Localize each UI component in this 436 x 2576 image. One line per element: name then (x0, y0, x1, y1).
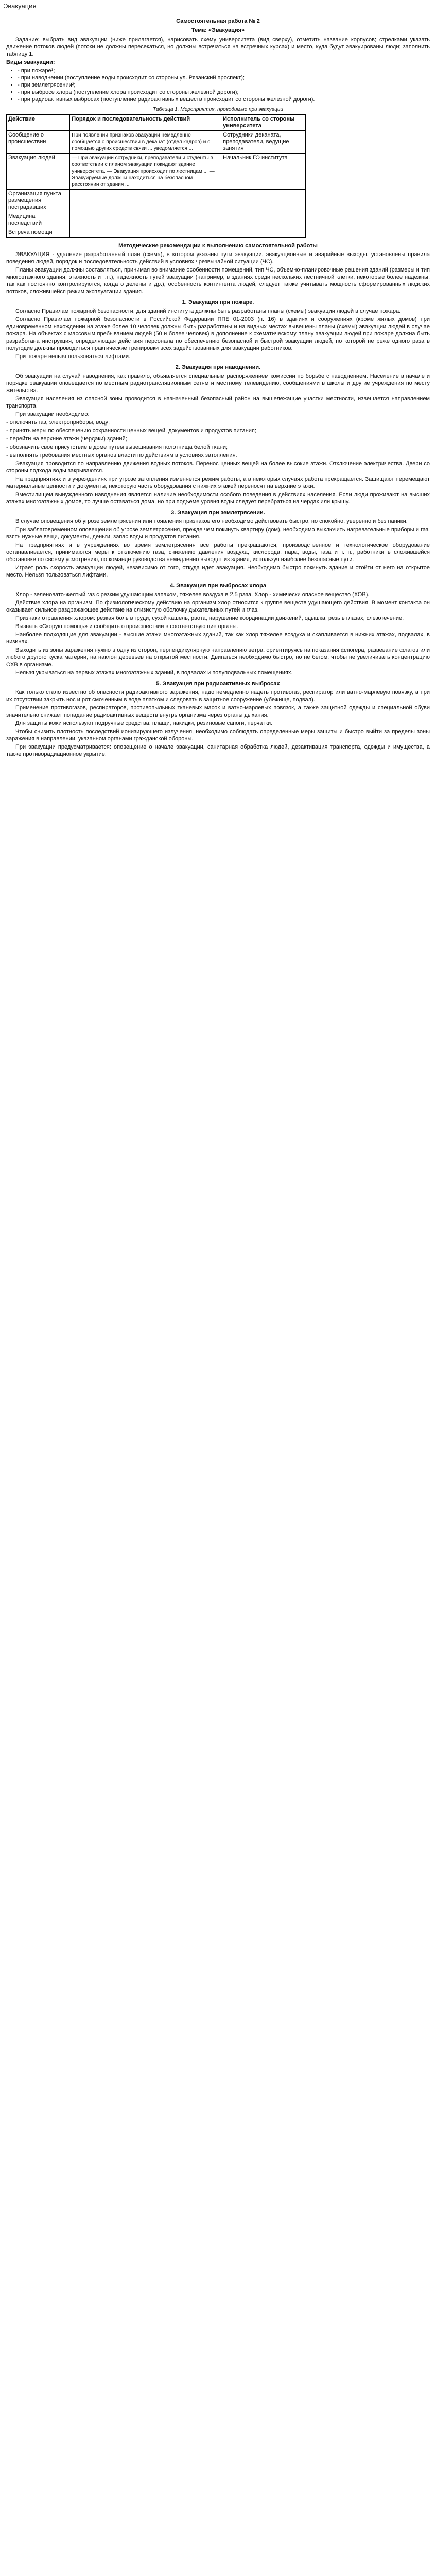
paragraph: Вызвать «Скорую помощь» и сообщить о происшествии в соответствующие органы. (15, 623, 238, 630)
table-cell: — При эвакуации сотрудники, преподаватели и студенты в соответствии с планом эвакуации покидают здание университета. — Эвакуация происходит по лестницам ... — Эвакуируемые должны находиться на безопасном расстоянии от здания ... (70, 154, 221, 190)
paragraph: - отключить газ, электроприборы, воду; (6, 419, 110, 426)
document-body (0, 11, 436, 759)
paragraph: При заблаговременном оповещении об угрозе землетрясения, прежде чем покинуть квартиру (дом), необходимо выключить нагревательные приборы и газ, взять нужные вещи, документы, деньги, запас воды и продуктов питания. (6, 527, 430, 540)
table-caption: Таблица 1. Мероприятия, проводимые при эвакуации (153, 107, 283, 112)
section-title: 3. Эвакуация при землетрясении. (171, 510, 265, 516)
table-cell (221, 190, 306, 212)
table-cell (221, 212, 306, 228)
table-row (7, 154, 306, 190)
table-cell: Встреча помощи (7, 228, 70, 238)
table-cell: Начальник ГО института (221, 154, 306, 190)
table-cell (70, 190, 221, 212)
paragraph: На предприятиях и в учреждениях при угрозе затопления изменяется режим работы, а в некоторых случаях работа прекращается. Защищают перемещают материальные ценности и документы, некоторую часть оборудования с нижних этажей переносят на верхние этажи. (6, 476, 430, 489)
section-title: 5. Эвакуация при радиоактивных выбросах (156, 681, 280, 687)
paragraph: Эвакуация населения из опасной зоны проводится в назначенный безопасный район на вышележащие участки местности, извещается направлением транспорта. (6, 396, 430, 409)
paragraph: При эвакуации необходимо: (15, 411, 90, 417)
paragraph: ЭВАКУАЦИЯ - удаление разработанный план (схема), в котором указаны пути эвакуации, эвакуационные и аварийные выходы, установлены правила поведения людей, порядок и последовательность действий в условиях чрезвычайной ситуации (ЧС). (6, 251, 430, 265)
document-title: Эвакуация (0, 0, 436, 11)
paragraph: - перейти на верхние этажи (чердаки) зданий; (6, 436, 127, 442)
measures-table (6, 114, 306, 238)
paragraph: Для защиты кожи используют подручные средства: плащи, накидки, резиновые сапоги, перчатки. (15, 720, 273, 726)
paragraph: Согласно Правилам пожарной безопасности, для зданий института должны быть разработаны планы (схемы) эвакуации людей в случае пожара. (15, 308, 401, 314)
table-header-cell: Порядок и последовательность действий (70, 115, 221, 131)
paragraph: Планы эвакуации должны составляться, принимая во внимание особенности помещений, тип ЧС, объемно-планировочные решения зданий (размеры и тип многоэтажного здания, этажность и т.п.), надежность путей эвакуации (например, в зданиях среди нескольких лестничной клетки, некоторые более надежны, так как постоянно контролируются, когда отделены и др.), особенность контингента людей, следует также учитывать мощность сформированных людских потоков, сложившейся режим эксплуатации здания. (6, 267, 430, 295)
paragraph: Чтобы снизить плотность последствий ионизирующего излучения, необходимо соблюдать определенные меры защиты и быстро выйти за пределы зоны заражения в направлении, указанном органами гражданской обороны. (6, 728, 430, 742)
table-cell: Сообщение о происшествии (7, 131, 70, 154)
table-header-row (7, 115, 306, 131)
work-title: Самостоятельная работа № 2 (176, 18, 260, 24)
paragraph: Признаки отравления хлором: резкая боль в груди, сухой кашель, рвота, нарушение координации движений, одышка, резь в глазах, слезотечение. (15, 615, 404, 621)
task-text: Задание: выбрать вид эвакуации (ниже прилагается), нарисовать схему университета (вид сверху), отметить название корпусов; стрелками указать движение потоков людей (потоки не должны пересекаться, но должны встречаться на встречных курсах) и место, куда будут эвакуированы люди; заполнить таблицу 1. (6, 37, 430, 57)
table-header-cell: Действие (7, 115, 70, 131)
list-item: • - при землетрясении²; (18, 81, 430, 89)
paragraph: На предприятиях и в учреждениях во время землетрясения все работы прекращаются, производственное и технологическое оборудование останавливается, принимаются меры к отключению газа, снижению давления воздуха, кислорода, пара, воды, газа и т. п., работники в сложившейся обстановке по своему усмотрению, по команде руководства немедленно выходят из здания, используя наиболее безопасные пути. (6, 542, 430, 563)
paragraph: Действие хлора на организм. По физиологическому действию на организм хлор относится к группе веществ удушающего действия. В момент контакта он оказывает сильное раздражающее действие на слизистую оболочку дыхательных путей и глаз. (6, 600, 430, 613)
table-cell: Эвакуация людей (7, 154, 70, 190)
paragraph: - принять меры по обеспечению сохранности ценных вещей, документов и продуктов питания; (6, 428, 256, 434)
paragraph: Наиболее подходящие для эвакуации - высшие этажи многоэтажных зданий, так как хлор тяжелее воздуха и скапливается в нижних этажах, подвалах, в низинах. (6, 632, 430, 645)
table-row (7, 190, 306, 212)
table-cell (70, 228, 221, 238)
paragraph: Согласно Правилам пожарной безопасности в Российской Федерации ППБ 01-2003 (п. 16) в зданиях и сооружениях (кроме жилых домов) при единовременном нахождении на этаже более 10 человек должны быть разработаны и на видных местах вывешены планы (схемы) эвакуации людей в случае пожара. На объектах с массовым пребыванием людей (50 и более человек) в дополнение к схематическому плану эвакуации людей при пожаре должна быть разработана инструкция, определяющая действия персонала по обеспечению безопасной и быстрой эвакуации людей, по которой не реже одного раза в полугодие должны проводиться практические тренировки всех задействованных для эвакуации работников. (6, 316, 430, 351)
types-list (6, 67, 430, 103)
section-title: 1. Эвакуация при пожаре. (182, 299, 254, 306)
section-title: Методические рекомендации к выполнению самостоятельной работы (118, 243, 318, 249)
paragraph: Применение противогазов, респираторов, противопыльных тканевых масок и ватно-марлевых повязок, а также защитной одежды и специальной обуви значительно снижает попадание радиоактивных веществ внутрь организма через органы дыхания. (6, 705, 430, 718)
table-cell: Медицина последствий (7, 212, 70, 228)
list-item: • - при выбросе хлора (поступление хлора происходит со стороны железной дороги); (18, 89, 430, 96)
paragraph: Играет роль скорость эвакуации людей, независимо от того, откуда идет эвакуация. Необходимо быстро покинуть здание и отойти от него на открытое место. Нельзя пользоваться лифтами. (6, 565, 430, 578)
table-cell (221, 228, 306, 238)
section-title: 4. Эвакуация при выбросах хлора (170, 583, 266, 589)
table-cell (70, 212, 221, 228)
table-cell: Организация пункта размещения пострадавших (7, 190, 70, 212)
list-item: • - при радиоактивных выбросах (поступление радиоактивных веществ происходит со стороны железной дороги). (18, 96, 430, 103)
paragraph: Нельзя укрываться на первых этажах многоэтажных зданий, в подвалах и полуподвальных помещениях. (15, 670, 293, 676)
paragraph: Выходить из зоны заражения нужно в одну из сторон, перпендикулярную направлению ветра, ориентируясь на показания флюгера, развевание флагов или любого другого куска материи, на наклон деревьев на открытой местности. Двигаться необходимо быстро, но не бегом, чтобы не увеличивать концентрацию ОХВ в организме. (6, 647, 430, 668)
list-item: • - при наводнении (поступление воды происходит со стороны ул. Рязанский проспект); (18, 74, 430, 81)
paragraph: Эвакуация проводится по направлению движения водных потоков. Перенос ценных вещей на более высокие этажи. Отключение электричества. Двери со стороны подхода воды закрываются. (6, 461, 430, 474)
table-row (7, 131, 306, 154)
paragraph: Вместилищем вынужденного наводнения является наличие необходимости особого поведения в действиях населения. Если люди проживают на высших этажах многоэтажных домов, то лучше оставаться дома, но при подъеме уровня воды следует перебраться на чердак или крышу. (6, 492, 430, 505)
table-row (7, 212, 306, 228)
section-title: 2. Эвакуация при наводнении. (175, 364, 261, 370)
paragraph: При пожаре нельзя пользоваться лифтами. (15, 353, 131, 360)
paragraph: - обозначить свое присутствие в доме путем вывешивания полотнища белой ткани; (6, 444, 228, 450)
paragraph: Хлор - зеленовато-желтый газ с резким удушающим запахом, тяжелее воздуха в 2,5 раза. Хлор - химически опасное вещество (ХОВ). (15, 591, 370, 598)
paragraph: В случае оповещения об угрозе землетрясения или появления признаков его необходимо действовать быстро, но спокойно, уверенно и без паники. (15, 518, 408, 524)
table-header-cell: Исполнитель со стороны университета (221, 115, 306, 131)
work-subject: Тема: «Эвакуация» (191, 27, 245, 33)
table-cell: Сотрудники деканата, преподаватели, ведущие занятия (221, 131, 306, 154)
paragraph: Как только стало известно об опасности радиоактивного заражения, надо немедленно надеть противогаз, респиратор или ватно-марлевую повязку, а при их отсутствии закрыть нос и рот смоченным в воде платком и следовать в защитное сооружение (убежище, подвал). (6, 689, 430, 703)
paragraph: При эвакуации предусматривается: оповещение о начале эвакуации, санитарная обработка людей, дезактивация транспорта, одежды и имущества, а также противорадиационное укрытие. (6, 744, 430, 757)
paragraph: Об эвакуации на случай наводнения, как правило, объявляется специальным распоряжением комиссии по борьбе с наводнением. Население в начале и порядке эвакуации оповещается по местным радиотрансляционным сетям и местному телевидению, сообщениями в школы и другие учреждения по месту жительства. (6, 373, 430, 394)
list-item: • - при пожаре¹; (18, 67, 430, 74)
table-row (7, 228, 306, 238)
types-heading: Виды эвакуации: (6, 59, 55, 65)
table-cell: При появлении признаков эвакуации немедленно сообщается о происшествии в деканат (отдел кадров) и с помощью других средств связи ... уведомляется ... (70, 131, 221, 154)
paragraph: - выполнять требования местных органов власти по действиям в условиях затопления. (6, 452, 237, 459)
